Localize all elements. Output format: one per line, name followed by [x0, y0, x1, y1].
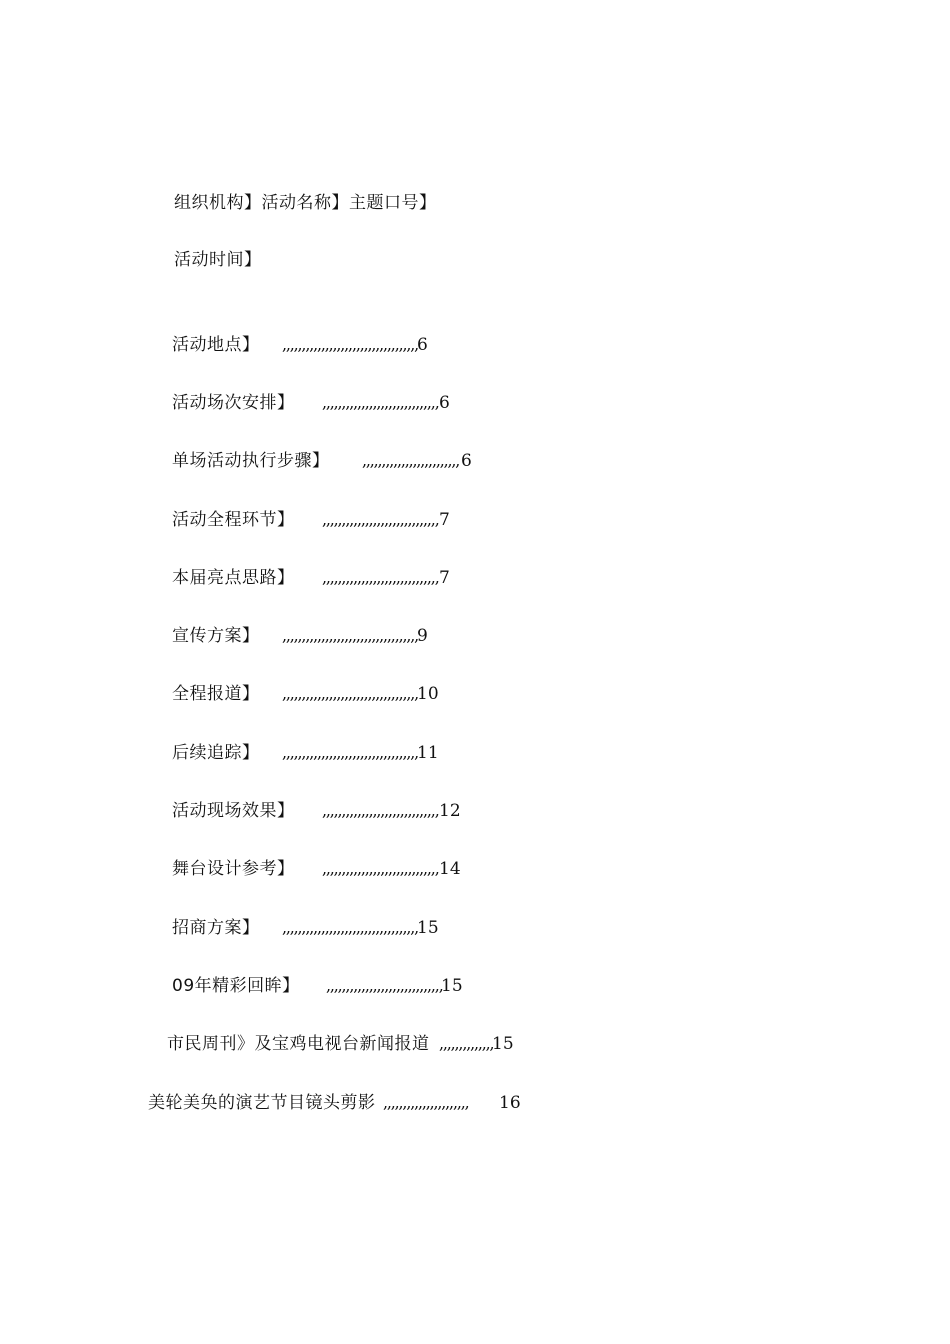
toc-entry-page-number: 11 — [417, 743, 439, 763]
toc-entry-page-number: 14 — [439, 859, 461, 879]
toc-entry-leader: ,,,,,,,,,,,,,,,,,,,,,,,,,,,,,,,,,,, — [282, 335, 419, 354]
toc-entry-label: 市民周刊》及宝鸡电视台新闻报道 — [167, 1034, 430, 1054]
toc-entry-label: 活动全程环节】 — [172, 510, 295, 530]
toc-entry — [172, 509, 572, 531]
toc-entry-leader: ,,,,,,,,,,,,,,,,,,,,,,,,,,,,,, — [322, 859, 439, 878]
toc-entry — [172, 742, 572, 764]
toc-entry-page-number: 6 — [461, 451, 472, 471]
toc-entry-page-number: 6 — [439, 393, 450, 413]
toc-entry — [172, 567, 572, 589]
toc-entry-label: 本届亮点思路】 — [172, 568, 295, 588]
toc-entry-label: 09年精彩回眸】 — [172, 976, 300, 996]
toc-entry — [172, 392, 572, 414]
toc-entry-leader: ,,,,,,,,,,,,,,,,,,,,,,,,,,,,,, — [326, 976, 443, 995]
toc-entry-label: 舞台设计参考】 — [172, 859, 295, 879]
toc-entry — [167, 1033, 587, 1055]
toc-entry-leader: ,,,,,,,,,,,,,,,,,,,,,,,,,,,,,,,,,,, — [282, 626, 419, 645]
toc-entry — [172, 800, 572, 822]
toc-entry-label: 宣传方案】 — [172, 626, 260, 646]
toc-entry-page-number: 15 — [492, 1034, 514, 1054]
header-line-time: 活动时间】 — [174, 250, 262, 270]
toc-entry-label: 后续追踪】 — [172, 743, 260, 763]
toc-entry-label: 美轮美奂的演艺节目镜头剪影 — [148, 1093, 376, 1113]
toc-entry-page-number: 16 — [499, 1093, 521, 1113]
toc-entry-page-number: 15 — [417, 918, 439, 938]
toc-entry-label: 活动场次安排】 — [172, 393, 295, 413]
toc-entry-leader: ,,,,,,,,,,,,,,,,,,,,,,,,,,,,,,,,,,, — [282, 743, 419, 762]
toc-entry — [172, 917, 572, 939]
toc-entry-page-number: 12 — [439, 801, 461, 821]
toc-entry-leader: ,,,,,,,,,,,,,,,,,,,,,,,,,,,,,,,,,,, — [282, 684, 419, 703]
toc-entry — [172, 450, 572, 472]
toc-entry-page-number: 9 — [417, 626, 428, 646]
toc-entry — [172, 975, 572, 997]
toc-entry-label: 全程报道】 — [172, 684, 260, 704]
toc-entry-leader: ,,,,,,,,,,,,,,,,,,,,,,,,,,,,,, — [322, 393, 439, 412]
toc-entry-label: 活动现场效果】 — [172, 801, 295, 821]
toc-entry-leader: ,,,,,,,,,,,,,,,,,,,,,,,,,,,,,, — [322, 510, 439, 529]
toc-entry-leader: ,,,,,,,,,,,,,,,,,,,,,,,,,,,,,,,,,,, — [282, 918, 419, 937]
toc-entry-leader: ,,,,,,,,,,,,,, — [439, 1034, 494, 1053]
toc-entry-leader: ,,,,,,,,,,,,,,,,,,,,,,,,, — [362, 451, 460, 470]
toc-entry-page-number: 6 — [417, 335, 428, 355]
toc-entry — [172, 683, 572, 705]
toc-entry — [148, 1092, 588, 1114]
toc-entry-page-number: 15 — [441, 976, 463, 996]
toc-entry-page-number: 10 — [417, 684, 439, 704]
toc-entry-leader: ,,,,,,,,,,,,,,,,,,,,,, — [383, 1093, 469, 1112]
toc-entry — [172, 858, 572, 880]
toc-entry — [172, 625, 572, 647]
toc-entry-label: 活动地点】 — [172, 335, 260, 355]
toc-entry-page-number: 7 — [439, 510, 450, 530]
header-line-org-name-slogan: 组织机构】活动名称】主题口号】 — [174, 193, 437, 213]
toc-entry-label: 单场活动执行步骤】 — [172, 451, 330, 471]
toc-entry-leader: ,,,,,,,,,,,,,,,,,,,,,,,,,,,,,, — [322, 801, 439, 820]
toc-entry-page-number: 7 — [439, 568, 450, 588]
toc-entry — [172, 334, 572, 356]
toc-entry-label: 招商方案】 — [172, 918, 260, 938]
toc-entry-leader: ,,,,,,,,,,,,,,,,,,,,,,,,,,,,,, — [322, 568, 439, 587]
